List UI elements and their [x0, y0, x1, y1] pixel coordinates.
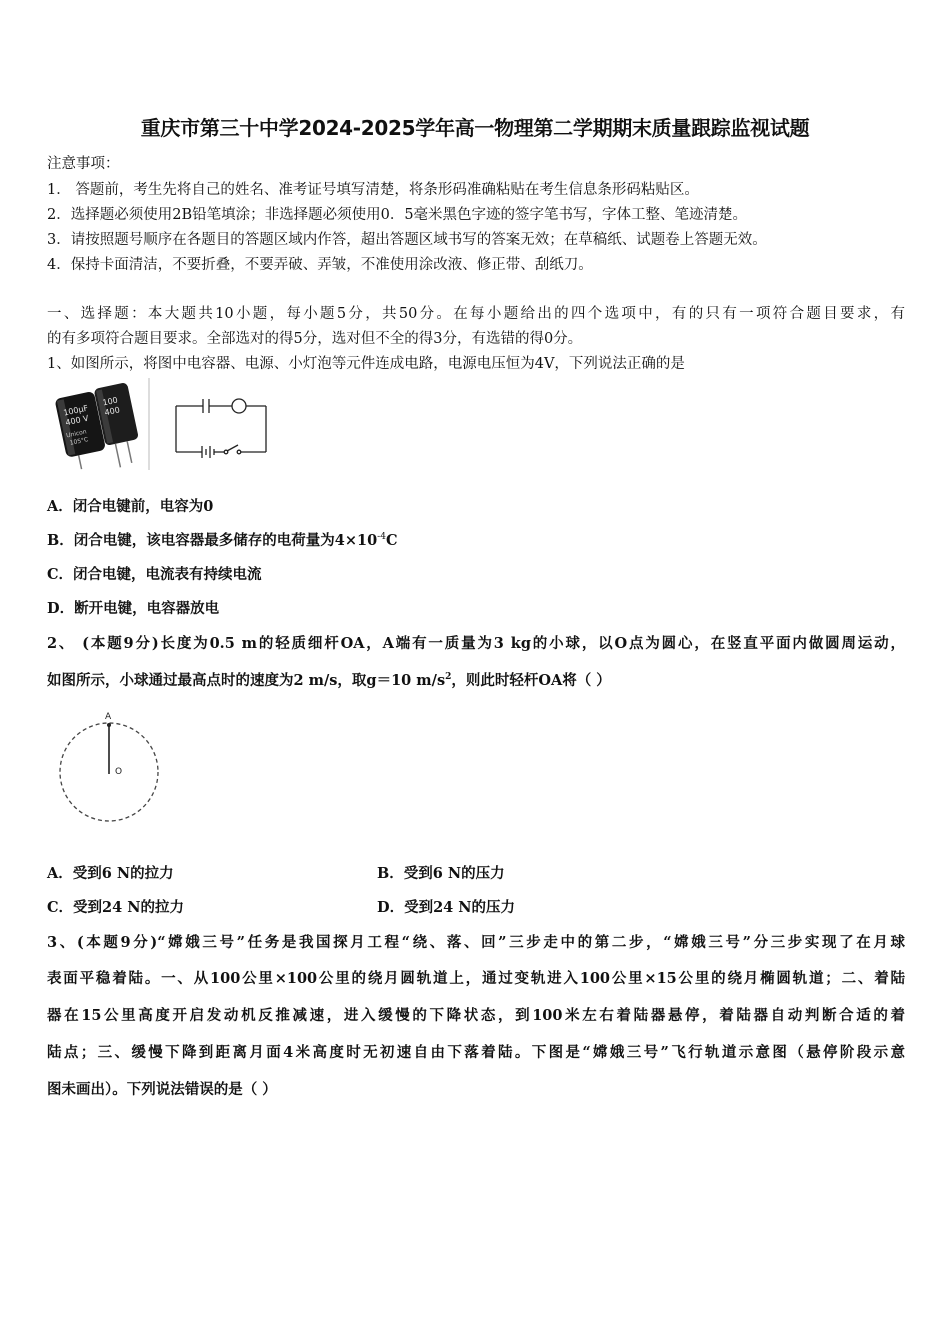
q2-option-d: D．受到24 N的压力	[377, 899, 516, 916]
capacitor-label-4: 400	[103, 405, 121, 418]
notice-item-3: 3．请按照题号顺序在各题目的答题区域内作答，超出答题区域书写的答案无效；在草稿纸、试题卷上答题无效。	[47, 232, 767, 248]
q1-option-d: D．断开电键，电容器放电	[47, 600, 220, 617]
question-2-exponent: 2	[445, 672, 452, 683]
q1-option-b-unit: C	[385, 532, 398, 549]
q1-option-b-text: B．闭合电键，该电容器最多储存的电荷量为4×10	[47, 532, 378, 549]
point-o-label: O	[115, 767, 123, 777]
circular-motion-diagram	[55, 708, 165, 828]
notice-heading: 注意事项：	[47, 156, 120, 172]
capacitor-label-2: 400 V	[64, 413, 90, 428]
question-2-line-1: 2、 (本题9分)长度为0.5 m的轻质细杆OA，A端有一质量为3 kg的小球，以O点为圆心，在竖直平面内做圆周运动，	[47, 635, 905, 652]
capacitor-label-1: 100μF	[62, 403, 89, 418]
question-2-line-2	[47, 669, 611, 690]
circuit-diagram	[172, 392, 272, 462]
notice-item-4: 4．保持卡面清洁，不要折叠，不要弄破、弄皱，不准使用涂改液、修正带、刮纸刀。	[47, 257, 593, 273]
section-intro-line-2: 的有多项符合题目要求。全部选对的得5分，选对但不全的得3分，有选错的得0分。	[47, 331, 583, 347]
capacitor-label-3: 100	[101, 395, 119, 408]
q1-option-b	[47, 529, 398, 550]
page-title: 重庆市第三十中学2024-2025学年高一物理第二学期期末质量跟踪监视试题	[140, 116, 810, 140]
q2-option-c: C．受到24 N的拉力	[47, 899, 185, 916]
point-a-label: A	[105, 712, 112, 722]
notice-item-1: 1． 答题前，考生先将自己的姓名、准考证号填写清楚，将条形码准确粘贴在考生信息条形码粘贴区。	[47, 182, 699, 198]
question-1-stem: 1、如图所示，将图中电容器、电源、小灯泡等元件连成电路，电源电压恒为4V，下列说法正确的是	[47, 356, 685, 372]
capacitor-label-6: 105°C	[69, 436, 89, 447]
question-3-line-1: 3、(本题9分)“嫦娥三号”任务是我国探月工程“绕、落、回”三步走中的第二步，“嫦娥三号”分三步实现了在月球	[47, 934, 905, 951]
section-intro-line-1: 一、选择题：本大题共10小题，每小题5分，共50分。在每小题给出的四个选项中，有的只有一项符合题目要求，有	[47, 306, 905, 322]
question-2-line-2-end: ，则此时轻杆OA将（ ）	[451, 672, 611, 689]
notice-item-2: 2．选择题必须使用2B铅笔填涂；非选择题必须使用0．5毫米黑色字迹的签字笔书写，字体工整、笔迹清楚。	[47, 207, 748, 223]
q1-option-a: A．闭合电键前，电容为0	[47, 498, 214, 515]
switch-icon	[227, 445, 238, 451]
capacitor-label-5: Unicon	[65, 428, 88, 440]
question-3-line-5: 图未画出）。下列说法错误的是（ ）	[47, 1081, 277, 1098]
q2-option-b: B．受到6 N的压力	[377, 865, 505, 882]
capacitor-photo	[42, 378, 152, 470]
question-3-line-4: 陆点；三、缓慢下降到距离月面4米高度时无初速自由下落着陆。下图是“嫦娥三号”飞行轨道示意图（悬停阶段示意	[47, 1044, 905, 1061]
question-3-line-3: 器在15公里高度开启发动机反推减速，进入缓慢的下降状态，到100米左右着陆器悬停，着陆器自动判断合适的着	[47, 1007, 905, 1024]
question-3-line-2: 表面平稳着陆。一、从100公里×100公里的绕月圆轨道上，通过变轨进入100公里×15公里的绕月椭圆轨道；二、着陆	[47, 970, 905, 987]
question-2-line-2-text: 如图所示，小球通过最高点时的速度为2 m/s，取g＝10 m/s	[47, 672, 446, 689]
lamp-icon	[232, 399, 246, 413]
q1-option-c: C．闭合电键，电流表有持续电流	[47, 566, 262, 583]
q1-option-b-exponent: -4	[377, 532, 386, 543]
q2-option-a: A．受到6 N的拉力	[47, 865, 174, 882]
